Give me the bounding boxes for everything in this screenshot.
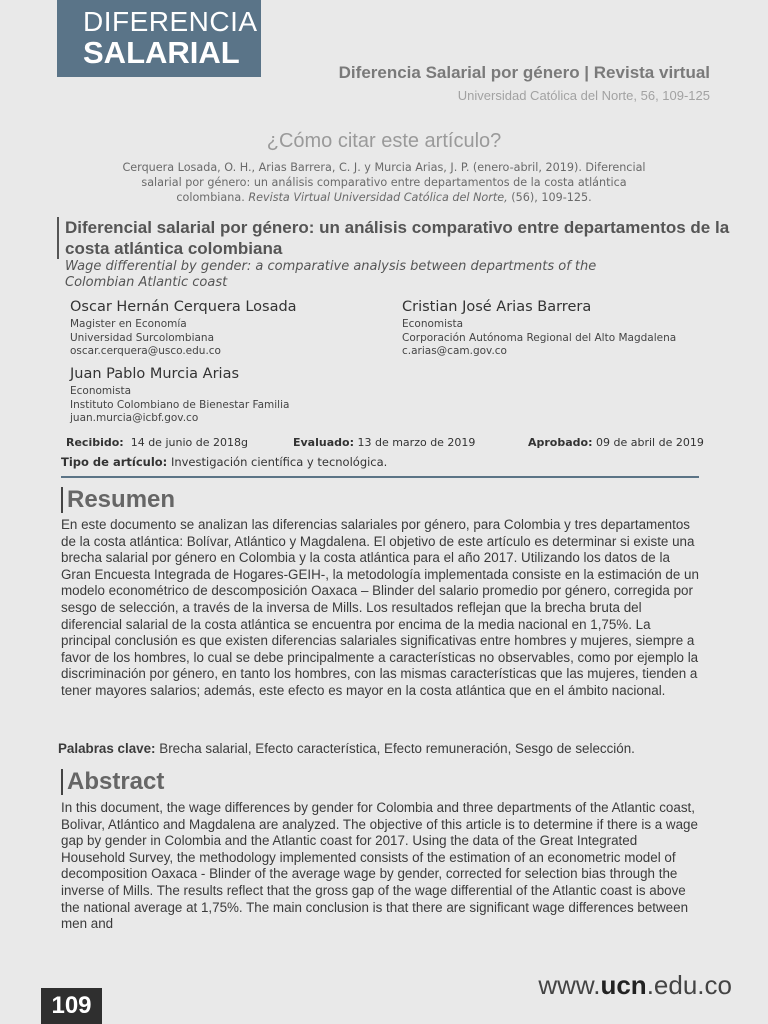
web-domain: ucn [600,970,647,1000]
author-institution: Universidad Surcolombiana [70,331,215,344]
abstract-text: In this document, the wage differences by gender for Colombia and three departments of the Atlantic coast, Bolivar, Atlántico and Magdalena are analyzed. The objective of this article is to determine if there is a wage gap by gender in Colombia and the Atlantic coast for 2017. Using the data of the Great Integrated Household Survey, the methodology implemented consists of the estimation of an econometric model of decomposition Oaxaca - Blinder of the average wage by gender, corrected for selection bias through the inverse of Mills. The results reflect that the gross gap of the wage differential of the Atlantic coast is above the national average at 1,75%. The main conclusion is that there are significant wage differences between men and [61,800,698,932]
resumen-text: En este documento se analizan las diferencias salariales por género, para Colombia y tres departamentos de la costa atlántica: Bolívar, Atlántico y Magdalena. El objetivo de este artículo es determinar si existe una brecha salarial por género en Colombia y la costa atlántica para el año 2017. Utilizando los datos de la Gran Encuesta Integrada de Hogares-GEIH-, la metodología implementada consiste en la estimación de un modelo econométrico de descomposición Oaxaca – Blinder del salario promedio por género, corregida por sesgo de selección, a través de la inversa de Mills. Los resultados reflejan que la brecha bruta del diferencial salarial de la costa atlántica se encuentra por encima de la media nacional en 1,75%. La principal conclusión es que existen diferencias salariales significativas entre hombres y mujeres, siempre a favor de los hombres, lo cual se debe principalmente a características no observables, como por ejemplo la discriminación por género, en tanto los hombres, con las mismas características que las mujeres, tienden a tener mayores salarios; además, este efecto es mayor en la costa atlántica que en el ámbito nacional. [61,517,699,698]
logo-line-2: SALARIAL [83,35,240,70]
keywords-value: Brecha salarial, Efecto característica, Efecto remuneración, Sesgo de selección. [159,741,635,756]
citation-heading: ¿Cómo citar este artículo? [266,130,502,152]
approved-value: 09 de abril de 2019 [596,436,704,449]
web-suffix: .edu.co [646,970,732,1000]
journal-subtitle: Universidad Católica del Norte, 56, 109-125 [457,88,710,103]
evaluated-value: 13 de marzo de 2019 [357,436,476,449]
author-institution: Corporación Autónoma Regional del Alto Magdalena [402,331,677,344]
keywords-label: Palabras clave: [58,741,156,756]
approved-date [528,436,704,449]
article-title: Diferencial salarial por género: un análisis comparativo entre departamentos de la costa atlántica colombiana [57,217,735,259]
keywords [58,741,635,756]
abstract-heading: Abstract [61,769,164,795]
author-degree: Economista [402,318,464,330]
received-value: 14 de junio de 2018g [130,436,248,449]
approved-label: Aprobado: [528,436,593,449]
journal-logo [57,0,261,77]
author-card [402,299,676,359]
evaluated-label: Evaluado: [293,436,354,449]
page-number: 109 [41,988,102,1024]
author-institution: Instituto Colombiano de Bienestar Familia [70,398,290,411]
article-type [61,455,387,469]
author-name: Cristian José Arias Barrera [402,299,592,315]
citation-text-post: (56), 109-125. [507,191,592,204]
author-card [70,366,289,426]
article-subtitle: Wage differential by gender: a comparative analysis between departments of the Colombian Atlantic coast [65,259,597,290]
author-degree: Magister en Economía [70,318,187,330]
resumen-heading: Resumen [61,487,175,513]
section-divider [61,476,699,478]
logo-line-1: DIFERENCIA [83,6,258,37]
received-label: Recibido: [66,436,124,449]
article-type-label: Tipo de artículo: [61,455,168,469]
evaluated-date [293,436,475,449]
web-prefix: www. [538,970,601,1000]
author-name: Juan Pablo Murcia Arias [70,366,240,382]
article-type-value: Investigación científica y tecnológica. [170,455,388,469]
website-link[interactable] [538,970,732,1001]
author-email[interactable]: juan.murcia@icbf.gov.co [70,412,199,424]
author-email[interactable]: oscar.cerquera@usco.edu.co [70,345,221,357]
citation-text [118,160,650,205]
author-email[interactable]: c.arias@cam.gov.co [402,345,507,357]
received-date [66,436,248,449]
journal-header [339,63,710,103]
author-name: Oscar Hernán Cerquera Losada [70,299,297,315]
journal-title: Diferencia Salarial por género | Revista virtual [338,63,710,82]
author-degree: Economista [70,385,132,397]
author-card [70,299,297,359]
citation-journal: Revista Virtual Universidad Católica del Norte, [248,191,508,204]
citation-text-pre: Cerquera Losada, O. H., Arias Barrera, C. J. y Murcia Arias, J. P. (enero-abril, 2019). Diferencial salarial por género: un análisis comparativo entre departamentos de la costa atlántica colombiana. [122,161,646,204]
